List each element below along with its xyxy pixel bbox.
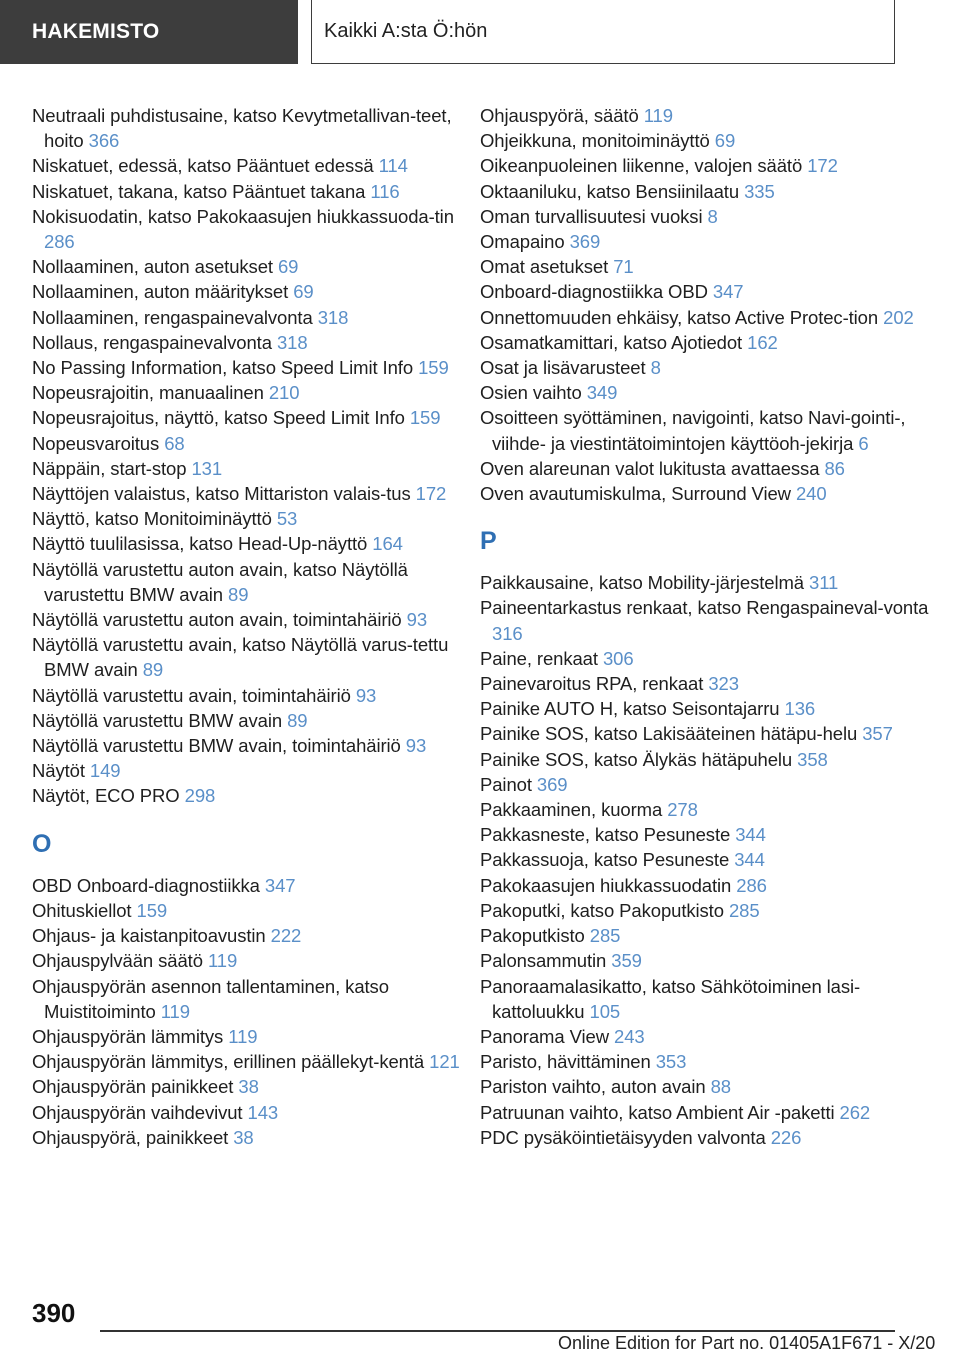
index-page-link[interactable]: 323 (708, 673, 739, 695)
index-column-right (480, 103, 930, 1150)
index-entry (480, 305, 930, 330)
index-page-link[interactable]: 69 (293, 281, 314, 303)
index-entry (480, 481, 930, 506)
index-page-link[interactable]: 172 (415, 483, 447, 505)
index-entry-text: Näytöt, ECO PRO (32, 785, 180, 807)
index-entry (480, 873, 930, 898)
index-letter-heading: O (32, 829, 52, 858)
index-entry (32, 153, 464, 178)
index-entry-text: Näyttö, katso Monitoiminäyttö (32, 508, 272, 530)
index-entry-text: Pakkasneste, katso Pesuneste (480, 824, 731, 846)
index-page-link[interactable]: 278 (667, 799, 698, 821)
index-page-link[interactable]: 240 (795, 483, 827, 505)
index-entry-text: Ohjaus- ja kaistanpitoavustin (32, 925, 266, 947)
index-entry (32, 305, 464, 330)
index-entry (32, 279, 464, 304)
index-page-link[interactable]: 69 (277, 256, 299, 278)
index-entry (480, 898, 930, 923)
index-entry-text: Panoraamalasikatto, katso Sähkötoiminen lasi-kattoluukku (480, 975, 861, 1022)
index-page-link[interactable]: 89 (287, 709, 308, 731)
index-entry (32, 1125, 464, 1150)
index-page-link[interactable]: 369 (569, 231, 601, 253)
index-entry-text: Neutraali puhdistusaine, katso Kevytmetallivan-teet, hoito (32, 105, 452, 152)
index-entry (480, 772, 930, 797)
index-entry-text: Näyttöjen valaistus, katso Mittariston valais-tus (32, 483, 411, 505)
index-entry (480, 128, 930, 153)
index-entry-text: Pakkassuoja, katso Pesuneste (480, 849, 730, 871)
index-entry-text: Nopeusvaroitus (32, 432, 160, 454)
index-entry (480, 1049, 930, 1074)
index-entry-text: Nollaaminen, auton asetukset (32, 256, 273, 278)
index-entry-text: Näyttö tuulilasissa, katso Head-Up-näyttö (32, 533, 368, 555)
index-page-link[interactable]: 119 (207, 950, 238, 972)
index-entry-text: Nokisuodatin, katso Pakokaasujen hiukkassuoda-tin (32, 205, 454, 227)
index-page-link[interactable]: 114 (378, 155, 408, 177)
index-entry (32, 923, 464, 948)
section-subtitle-box (311, 0, 895, 64)
index-entry-text: Nopeusrajoitus, näyttö, katso Speed Limit Info (32, 407, 405, 429)
index-entry (32, 456, 464, 481)
index-page-link[interactable]: 131 (191, 457, 223, 479)
index-entry (32, 708, 464, 733)
index-page-link[interactable]: 6 (858, 432, 869, 454)
index-entry (480, 822, 930, 847)
index-page-link[interactable]: 8 (650, 357, 661, 379)
index-entry-text: Pakoputkisto (480, 925, 585, 947)
index-entry-text: Näytöllä varustettu avain, toimintahäiriö (32, 684, 351, 706)
index-entry (32, 1074, 464, 1099)
index-entry-text: Oven avautumiskulma, Surround View (480, 483, 791, 505)
index-page-link[interactable]: 159 (409, 407, 441, 429)
index-entry-text: Näytöllä varustettu avain, katso Näytöllä varus-tettu BMW avain (32, 634, 449, 681)
index-entry-text: Ohjauspylvään säätö (32, 950, 203, 972)
index-page-link[interactable]: 318 (317, 306, 349, 328)
index-entry (480, 595, 930, 645)
index-entry-text: Nollaus, rengaspainevalvonta (32, 331, 272, 353)
index-page-link[interactable]: 347 (712, 281, 744, 303)
index-letter-heading: P (480, 527, 497, 556)
index-entry (32, 1100, 464, 1125)
index-entry-text: Ohjauspyörä, painikkeet (32, 1126, 229, 1148)
index-entry-text: Ohjauspyörän lämmitys (32, 1025, 224, 1047)
index-page-link[interactable]: 262 (839, 1101, 871, 1123)
index-entry (32, 607, 464, 632)
index-entry (32, 254, 464, 279)
index-page-link[interactable]: 285 (589, 925, 621, 947)
index-entry-text: Oven alareunan valot lukitusta avattaessa (480, 457, 820, 479)
index-entry-text: Ohjauspyörän asennon tallentaminen, katso Muistitoiminto (32, 975, 389, 1022)
index-page-link[interactable]: 210 (268, 382, 300, 404)
index-entry (480, 229, 930, 254)
index-entry (32, 783, 464, 808)
index-entry-text: Nopeusrajoitin, manuaalinen (32, 382, 264, 404)
index-page-link[interactable]: 93 (355, 684, 377, 706)
index-page-link[interactable]: 159 (418, 357, 449, 379)
index-entry (32, 355, 464, 380)
index-page-link[interactable]: 71 (613, 256, 634, 278)
index-entry (32, 179, 464, 204)
index-entry-text: PDC pysäköintietäisyyden valvonta (480, 1126, 766, 1148)
index-page-link[interactable]: 344 (735, 824, 766, 846)
index-page-link[interactable]: 243 (614, 1025, 645, 1047)
index-entry (480, 204, 930, 229)
index-entry (480, 671, 930, 696)
index-entry (480, 153, 930, 178)
index-page-link[interactable]: 286 (44, 231, 75, 253)
index-page-link[interactable]: 335 (744, 180, 775, 202)
index-page-link[interactable]: 136 (784, 698, 816, 720)
index-entry (480, 103, 930, 128)
index-entry-text: Paristo, hävittäminen (480, 1051, 651, 1073)
index-entry-text: Palonsammutin (480, 950, 607, 972)
index-page-link[interactable]: 119 (160, 1000, 190, 1022)
index-page-link[interactable]: 93 (405, 735, 427, 757)
index-entry (480, 1024, 930, 1049)
index-entry-text: Patruunan vaihto, katso Ambient Air -paketti (480, 1101, 835, 1123)
index-entry-text: Pakokaasujen hiukkassuodatin (480, 874, 732, 896)
index-entry-text: Ohituskiellot (32, 899, 132, 921)
index-entry-text: Osoitteen syöttäminen, navigointi, katso Navi-gointi-, viihde- ja viestintätoimintojen käyttöoh-jekirja (480, 407, 906, 454)
index-entry (480, 570, 930, 595)
index-entry (32, 733, 464, 758)
index-page-link[interactable]: 105 (589, 1000, 621, 1022)
index-page-link[interactable]: 119 (228, 1025, 258, 1047)
index-entry (480, 405, 930, 455)
index-entry (32, 898, 464, 923)
index-entry (32, 1049, 464, 1074)
index-page-link[interactable]: 349 (586, 382, 618, 404)
index-entry (32, 974, 464, 1024)
index-entry-text: Näppäin, start-stop (32, 457, 187, 479)
index-page-link[interactable]: 8 (707, 205, 718, 227)
index-entry (480, 355, 930, 380)
index-entry-text: Nollaaminen, rengaspainevalvonta (32, 306, 313, 328)
index-entry (32, 873, 464, 898)
index-entry (32, 330, 464, 355)
index-page-link[interactable]: 89 (228, 583, 249, 605)
index-page-link[interactable]: 89 (142, 659, 164, 681)
index-entry (32, 506, 464, 531)
index-entry-text: Omapaino (480, 231, 565, 253)
index-entry (480, 330, 930, 355)
index-page-link[interactable]: 222 (270, 925, 302, 947)
index-page-link[interactable]: 53 (276, 508, 298, 530)
index-page-link[interactable]: 38 (238, 1076, 259, 1098)
index-entry (32, 380, 464, 405)
index-entry-text: Onnettomuuden ehkäisy, katso Active Protec-tion (480, 306, 879, 328)
index-entry (480, 254, 930, 279)
index-page-link[interactable]: 172 (807, 155, 838, 177)
index-entry-text: Paine, renkaat (480, 647, 598, 669)
index-entry (480, 179, 930, 204)
index-entry-text: Pariston vaihto, auton avain (480, 1076, 706, 1098)
footer-divider (100, 1330, 895, 1332)
index-page-link[interactable]: 357 (862, 723, 893, 745)
index-entry-text: Näytöllä varustettu auton avain, toimintahäiriö (32, 609, 402, 631)
index-entry (480, 747, 930, 772)
index-entry-text: Omat asetukset (480, 256, 609, 278)
index-entry-text: Painevaroitus RPA, renkaat (480, 673, 704, 695)
index-page-link[interactable]: 286 (736, 874, 767, 896)
index-entry (480, 696, 930, 721)
index-entry (32, 1024, 464, 1049)
index-entry-text: Ohjeikkuna, monitoiminäyttö (480, 130, 710, 152)
index-entry (32, 103, 464, 153)
index-page-link[interactable]: 369 (536, 773, 568, 795)
index-entry-text: Paineentarkastus renkaat, katso Rengaspaineval-vonta (480, 597, 929, 619)
index-entry-text: Pakoputki, katso Pakoputkisto (480, 899, 724, 921)
index-page-link[interactable]: 68 (164, 432, 185, 454)
section-subtitle: Kaikki A:sta Ö:hön (324, 20, 488, 42)
index-entry-text: Painike AUTO H, katso Seisontajarru (480, 698, 780, 720)
index-entry-text: Ohjauspyörä, säätö (480, 105, 639, 126)
index-entry-text: Oktaaniluku, katso Bensiinilaatu (480, 180, 740, 202)
index-entry (480, 721, 930, 746)
index-entry-text: No Passing Information, katso Speed Limit Info (32, 357, 414, 379)
index-entry-text: Niskatuet, edessä, katso Pääntuet edessä (32, 155, 374, 177)
index-entry (480, 1074, 930, 1099)
index-entry-text: Osien vaihto (480, 382, 582, 404)
index-page-link[interactable]: 159 (136, 899, 168, 921)
index-entry-text: Ohjauspyörän painikkeet (32, 1076, 234, 1098)
index-entry-text: Ohjauspyörän lämmitys, erillinen päällekyt-kentä (32, 1051, 425, 1073)
index-page-link[interactable]: 119 (643, 105, 673, 126)
index-entry (32, 204, 464, 254)
index-column-left (32, 103, 464, 1150)
index-entry-text: Painike SOS, katso Lakisääteinen hätäpu-helu (480, 723, 858, 745)
index-entry (480, 456, 930, 481)
section-tab[interactable]: HAKEMISTO (0, 0, 298, 64)
index-page-link[interactable]: 38 (233, 1126, 254, 1148)
index-entry-text: Näytöt (32, 760, 85, 782)
index-entry (480, 923, 930, 948)
index-entry (32, 632, 464, 682)
index-entry-text: Pakkaaminen, kuorma (480, 799, 663, 821)
index-page-link[interactable]: 202 (883, 306, 914, 328)
index-entry-text: Osat ja lisävarusteet (480, 357, 646, 379)
index-page-link[interactable]: 366 (88, 130, 120, 152)
index-entry-text: Niskatuet, takana, katso Pääntuet takana (32, 180, 366, 202)
index-entry-text: Oman turvallisuutesi vuoksi (480, 205, 703, 227)
index-entry-text: Paikkausaine, katso Mobility-järjestelmä (480, 572, 804, 594)
index-page-link[interactable]: 69 (714, 130, 736, 152)
index-entry-text: OBD Onboard-diagnostiikka (32, 874, 260, 896)
index-page-link[interactable]: 226 (770, 1126, 802, 1148)
index-entry (32, 948, 464, 973)
index-page-link[interactable]: 344 (734, 849, 765, 871)
index-entry (480, 948, 930, 973)
index-entry-text: Panorama View (480, 1025, 609, 1047)
index-page-link[interactable]: 88 (710, 1076, 731, 1098)
index-page-link[interactable]: 285 (728, 899, 760, 921)
index-entry (32, 405, 464, 430)
index-page-link[interactable]: 311 (809, 572, 839, 594)
index-entry-text: Nollaaminen, auton määritykset (32, 281, 289, 303)
index-page-link[interactable]: 358 (797, 748, 828, 770)
index-page-link[interactable]: 143 (247, 1101, 279, 1123)
index-page-link[interactable]: 121 (429, 1051, 460, 1073)
index-entry (32, 431, 464, 456)
index-entry-text: Näytöllä varustettu BMW avain (32, 709, 283, 731)
index-page-link[interactable]: 149 (89, 760, 121, 782)
index-page-link[interactable]: 93 (406, 609, 428, 631)
index-page-link[interactable]: 359 (611, 950, 642, 972)
index-entry-text: Painot (480, 773, 532, 795)
index-entry (32, 683, 464, 708)
index-page-link[interactable]: 347 (264, 874, 296, 896)
index-entry (480, 797, 930, 822)
index-entry-text: Oikeanpuoleinen liikenne, valojen säätö (480, 155, 803, 177)
index-entry (480, 646, 930, 671)
index-page-link[interactable]: 316 (492, 622, 523, 644)
index-page-link[interactable]: 306 (602, 647, 634, 669)
page-header (0, 0, 960, 66)
index-entry-text: Osamatkamittari, katso Ajotiedot (480, 331, 743, 353)
index-page-link[interactable]: 162 (747, 331, 778, 353)
index-entry (480, 1100, 930, 1125)
page-number: 390 (32, 1298, 76, 1328)
index-entry (32, 557, 464, 607)
index-page-link[interactable]: 86 (824, 457, 845, 479)
index-page-link[interactable]: 298 (184, 785, 216, 807)
index-entry (32, 531, 464, 556)
index-entry (480, 1125, 930, 1150)
index-entry (480, 847, 930, 872)
index-entry (480, 974, 930, 1024)
index-entry-text: Onboard-diagnostiikka OBD (480, 281, 708, 303)
index-page-link[interactable]: 164 (372, 533, 403, 555)
index-page-link[interactable]: 318 (276, 331, 308, 353)
index-entry-text: Painike SOS, katso Älykäs hätäpuhelu (480, 748, 793, 770)
edition-note: Online Edition for Part no. 01405A1F671 - X/20 (558, 1333, 936, 1353)
index-entry (480, 380, 930, 405)
index-entry (32, 481, 464, 506)
index-page-link[interactable]: 116 (370, 180, 400, 202)
index-entry-text: Ohjauspyörän vaihdevivut (32, 1101, 243, 1123)
index-entry-text: Näytöllä varustettu BMW avain, toimintahäiriö (32, 735, 401, 757)
index-entry-text: Näytöllä varustettu auton avain, katso Näytöllä varustettu BMW avain (32, 558, 408, 605)
index-entry (480, 279, 930, 304)
index-entry (32, 758, 464, 783)
index-page-link[interactable]: 353 (655, 1051, 687, 1073)
